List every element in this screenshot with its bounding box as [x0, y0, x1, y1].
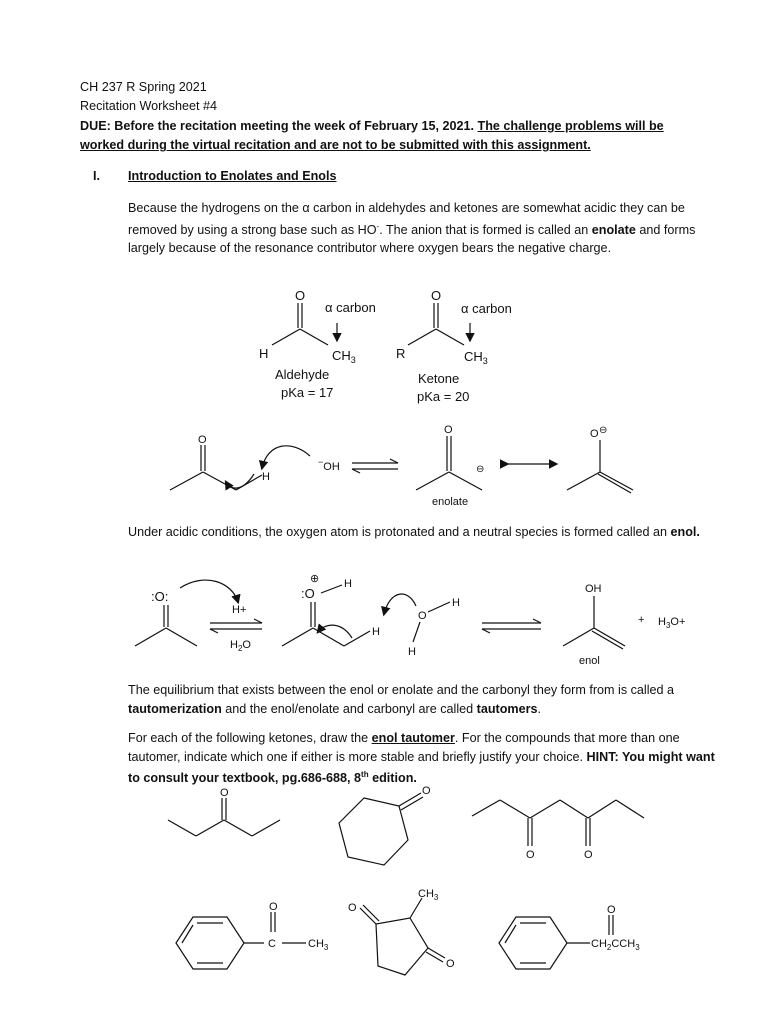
instructions-enol-tautomer: enol tautomer: [371, 731, 455, 745]
curved-arrow-3: [180, 580, 238, 602]
acetophenone-C: C: [268, 938, 276, 950]
curved-arrow-5: [384, 594, 416, 614]
ketone-with-alpha-h: [170, 445, 262, 490]
ketone-O: O: [431, 288, 442, 303]
acid-bold-enol: enol.: [670, 525, 700, 539]
intro-sup: -: [376, 221, 380, 231]
enol-product: [563, 596, 625, 649]
pentanone-O: O: [220, 787, 229, 799]
problem-dione: [472, 800, 644, 846]
cyclopentanedione-ch3: $CH_3$: [418, 888, 439, 902]
dione-O1: O: [526, 849, 535, 861]
intro-text-b: . The anion that is formed is called an: [379, 222, 592, 237]
instructions-text-a: For each of the following ketones, draw the: [128, 731, 372, 745]
aldehyde-alpha-label: α carbon: [325, 300, 376, 315]
oxonium-H: H: [344, 578, 352, 590]
oxyanion-O: O: [590, 428, 599, 440]
enol-label: enol: [579, 655, 600, 667]
hydronium: $H_3O+$: [658, 616, 686, 630]
intro-text-c: and forms largely because of the resonance contributor where oxygen bears the negative charge.: [128, 222, 696, 256]
equilibrium-arrow-1: [352, 459, 398, 473]
instructions-hint-end: edition.: [368, 771, 417, 786]
water-molecule: [413, 602, 450, 642]
intro-bold-enolate: enolate: [591, 222, 636, 237]
equilibrium-arrow-3: [482, 619, 541, 633]
ketone-alpha-label: α carbon: [461, 301, 512, 316]
enol-OH: OH: [585, 583, 602, 595]
water-label: $H_2O$: [230, 639, 251, 653]
curved-arrow-1: [262, 446, 310, 468]
water-O: O: [418, 610, 427, 622]
ketone-ch3: $CH_3$: [464, 349, 488, 366]
oxonium-charge: ⊕: [310, 573, 320, 585]
enolate-label: enolate: [432, 496, 469, 508]
due-challenge-note: The challenge problems will be: [477, 119, 664, 133]
aldehyde-name: Aldehyde: [275, 367, 330, 382]
tautomer-text-2: and the enol/enolate and carbonyl are called: [221, 701, 477, 716]
hydroxide: −OH: [318, 457, 340, 473]
water-H1: H: [452, 597, 460, 609]
aldehyde-H: H: [259, 346, 269, 361]
due-line-2: worked during the virtual recitation and are not to be submitted with this assignment.: [80, 138, 591, 152]
propiophenone-chain: $CH_2CCH_3$: [591, 938, 640, 952]
fig2-ketone-O: O: [198, 434, 207, 446]
worksheet-title: Recitation Worksheet #4: [80, 99, 217, 113]
acetophenone-ch3: $CH_3$: [308, 938, 329, 952]
cyclopentanedione-O2: O: [446, 958, 455, 970]
cyclopentanedione-O1: O: [348, 902, 357, 914]
due-prefix: DUE: Before the recitation meeting the week of February 15, 2021.: [80, 119, 478, 133]
problem-pentanone: [168, 798, 280, 836]
aldehyde-ch3: $CH_3$: [332, 348, 356, 365]
problem-cyclohexanone: [339, 793, 423, 865]
carbanion-charge: ⊖: [476, 464, 485, 475]
intro-text-a: Because the hydrogens on the α carbon in aldehydes and ketones are somewhat acidic they can be removed by using a strong base such as HO: [128, 201, 685, 237]
protonated-O: :O: [301, 586, 315, 601]
water-H2: H: [408, 646, 416, 658]
acid-text: Under acidic conditions, the oxygen atom is protonated and a neutral species is formed called an: [128, 525, 671, 539]
ketone-acid-start: [135, 605, 197, 646]
fig2-alpha-H: H: [262, 471, 270, 483]
curved-arrow-4: [318, 625, 352, 638]
instructions-hint: HINT: You might want to consult your textbook, pg.686-688, 8: [128, 749, 715, 786]
tautomer-text-3: .: [537, 701, 542, 716]
section-number: I.: [93, 169, 100, 183]
ketone-R: R: [396, 346, 406, 361]
lone-pair-O: :O:: [151, 589, 169, 604]
plus-sign: +: [638, 614, 645, 626]
instructions-sup: th: [361, 770, 369, 779]
enolate-oxyanion: [567, 440, 633, 493]
fig3-alpha-H: H: [372, 626, 380, 638]
section-title: Introduction to Enolates and Enols: [128, 169, 337, 183]
instructions-text-b: . For the compounds that more than one tautomer, indicate which one if either is more stable and briefly justify your choice.: [128, 731, 680, 764]
dione-O2: O: [584, 849, 593, 861]
cyclohexanone-O: O: [422, 785, 431, 797]
h-plus: H+: [232, 604, 247, 616]
aldehyde-pka: pKa = 17: [281, 385, 334, 400]
oxyanion-charge: ⊖: [599, 425, 608, 436]
ketone-pka: pKa = 20: [417, 389, 470, 404]
equilibrium-arrow-2: [210, 619, 262, 633]
tautomer-text: The equilibrium that exists between the enol or enolate and the carbonyl they form from is called a: [128, 683, 675, 697]
tautomer-bold-2: tautomers: [476, 701, 538, 716]
curved-arrow-2: [226, 474, 254, 488]
problem-cyclopentanedione: [360, 898, 445, 975]
acetophenone-O: O: [269, 901, 278, 913]
aldehyde-O: O: [295, 288, 306, 303]
ketone-name: Ketone: [418, 371, 460, 386]
problem-acetophenone: [176, 912, 306, 969]
propiophenone-O: O: [607, 904, 616, 916]
tautomer-bold-1: tautomerization: [128, 701, 222, 716]
course-title: CH 237 R Spring 2021: [80, 80, 207, 94]
protonated-ketone: [282, 585, 370, 646]
enolate-carbanion: [416, 436, 485, 490]
fig2-enolate-O: O: [444, 424, 453, 436]
